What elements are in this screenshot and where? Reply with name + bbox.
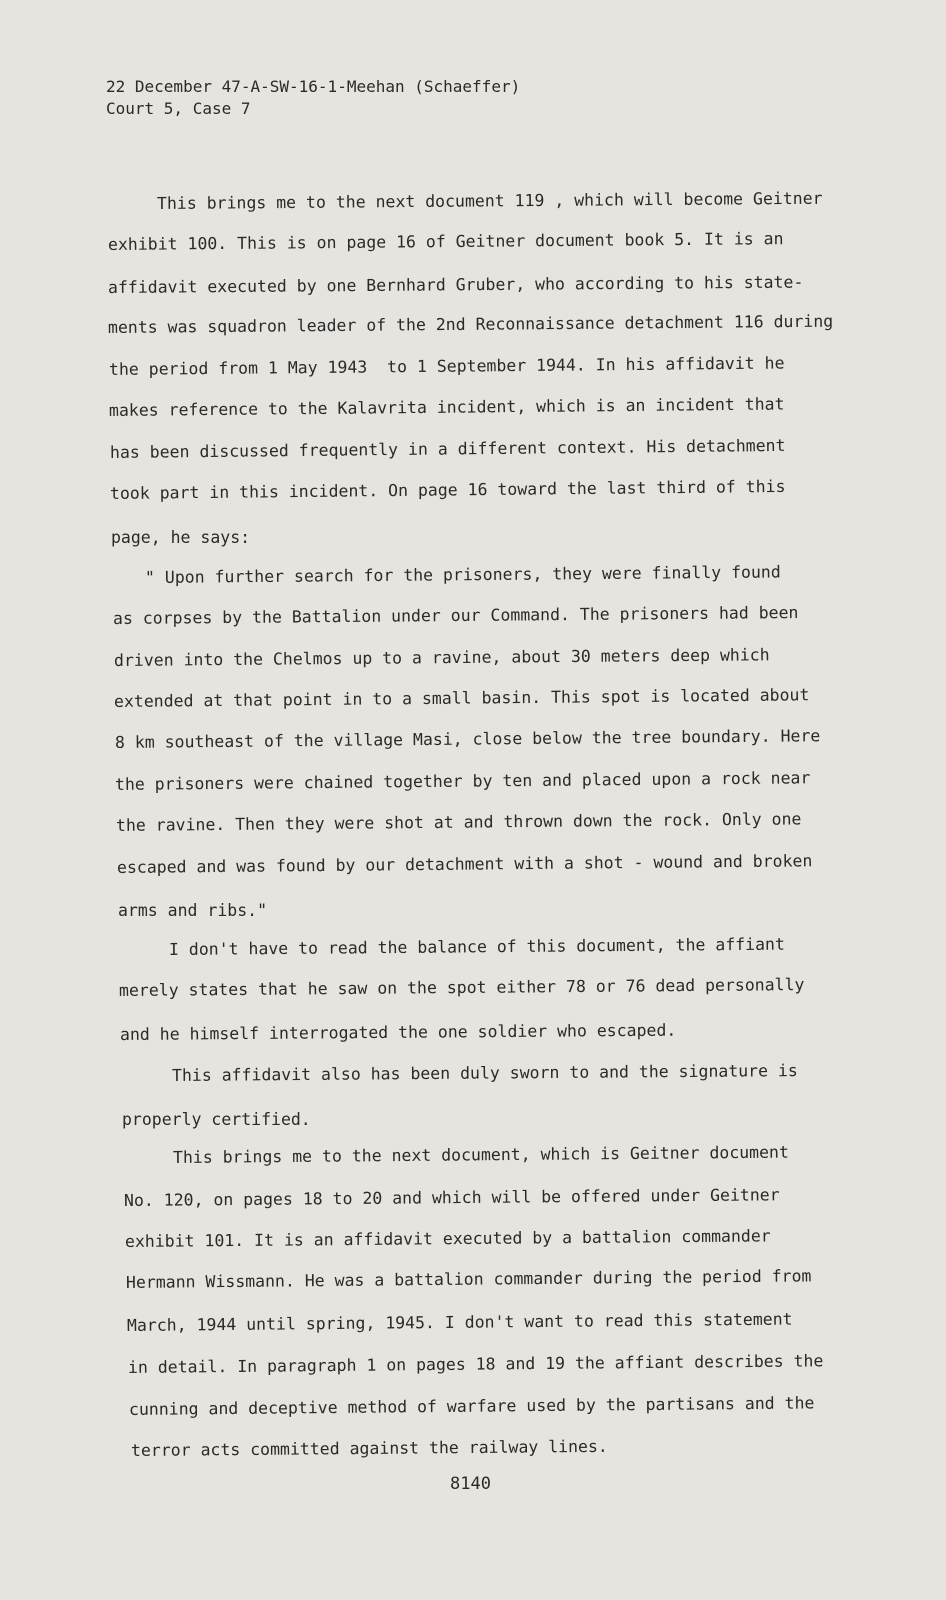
text-line: properly certified. [122, 1110, 311, 1129]
text-line: has been discussed frequently in a different context. His detachment [109, 435, 786, 462]
text-line: and he himself interrogated the one soldier who escaped. [119, 1020, 677, 1044]
header-date-reference: 22 December 47-A-SW-16-1-Meehan (Schaeffer) [106, 77, 521, 96]
quote-line: 8 km southeast of the village Masi, close below the tree boundary. Here [114, 726, 821, 752]
text-line: Hermann Wissmann. He was a battalion commander during the period from [125, 1266, 812, 1292]
text-line: page, he says: [111, 528, 251, 547]
text-line: took part in this incident. On page 16 toward the last third of this [109, 476, 786, 503]
text-line: This affidavit also has been duly sworn to and the signature is [171, 1061, 798, 1085]
text-line: terror acts committed against the railway lines. [130, 1436, 608, 1460]
text-line: merely states that he saw on the spot either 78 or 76 dead personally [118, 975, 805, 1000]
text-line: I don't have to read the balance of this document, the affiant [168, 934, 785, 959]
text-line: in detail. In paragraph 1 on pages 18 and 19 the affiant describes the [127, 1351, 824, 1377]
text-line: exhibit 100. This is on page 16 of Geitner document book 5. It is an [107, 229, 784, 254]
page-number: 8140 [450, 1474, 491, 1494]
header-court-case: Court 5, Case 7 [106, 99, 251, 118]
quote-line: arms and ribs." [118, 901, 268, 920]
quote-line: escaped and was found by our detachment with a shot - wound and broken [116, 851, 813, 877]
document-header [106, 76, 520, 120]
text-line: ments was squadron leader of the 2nd Reconnaissance detachment 116 during [107, 311, 834, 337]
text-line: No. 120, on pages 18 to 20 and which will be offered under Geitner [123, 1185, 780, 1210]
text-line: makes reference to the Kalavrita incident, which is an incident that [108, 394, 785, 420]
text-line: affidavit executed by one Bernhard Gruber, who according to his state- [107, 272, 804, 297]
text-line: This brings me to the next document 119 , which will become Geitner [156, 188, 823, 213]
quote-line: the ravine. Then they were shot at and thrown down the rock. Only one [115, 809, 802, 835]
quote-line: the prisoners were chained together by ten and placed upon a rock near [114, 768, 811, 794]
quote-line: driven into the Chelmos up to a ravine, about 30 meters deep which [113, 645, 770, 670]
text-line: March, 1944 until spring, 1945. I don't want to read this statement [126, 1309, 793, 1335]
text-line: exhibit 101. It is an affidavit executed by a battalion commander [124, 1226, 771, 1251]
text-line: This brings me to the next document, which is Geitner document [172, 1142, 789, 1167]
text-line: the period from 1 May 1943 to 1 September 1944. In his affidavit he [108, 353, 785, 379]
text-line: cunning and deceptive method of warfare used by the partisans and the [128, 1393, 815, 1419]
quote-line: as corpses by the Battalion under our Command. The prisoners had been [112, 603, 799, 628]
quote-line: " Upon further search for the prisoners, they were finally found [144, 562, 781, 587]
quote-line: extended at that point in to a small basin. This spot is located about [113, 685, 810, 711]
